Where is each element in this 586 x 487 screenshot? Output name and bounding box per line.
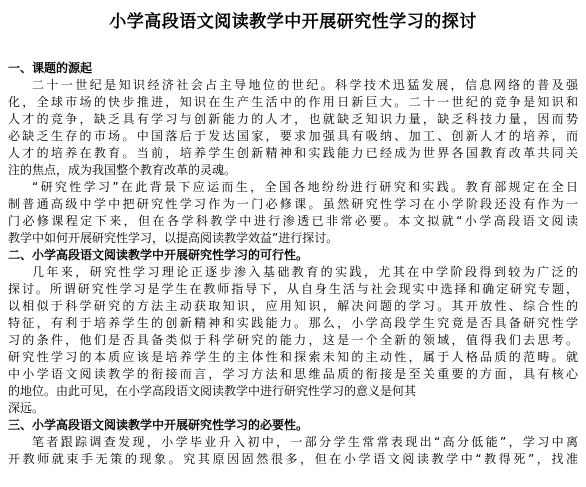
paragraph-line: 探讨。所谓研究性学习是学生在教师指导下，从自身生活与社会现实中选择和确定研究专题， [8, 282, 578, 296]
section-heading: 三、小学高段语文阅读教学中开展研究性学习的必要性。 [8, 418, 309, 432]
paragraph-line: 的地位。由此可见，在小学高段语文阅读教学中进行研究性学习的意义是何其 [8, 384, 417, 398]
section-heading: 一、课题的源起 [8, 61, 93, 75]
paragraph-line: “研究性学习”在此背景下应运而生，全国各地纷纷进行研究和实践。教育部规定在全日 [32, 180, 578, 194]
paragraph-line: 中小学语文阅读教学的衔接而言，学习方法和思维品质的衔接是至关重要的方面，具有核心 [8, 367, 578, 381]
paragraph-line: 几年来，研究性学习理论正逐步渗入基础教育的实践，尤其在中学阶段得到较为广泛的 [32, 265, 578, 279]
paragraph-line: 制普通高级中学中把研究性学习作为一门必修课。虽然研究性学习在小学阶段还没有作为一 [8, 197, 578, 211]
paragraph-line: 人才的培养在教育。当前，培养学生创新精神和实践能力已经成为世界各国教育改革共同关 [8, 146, 578, 160]
paragraph-line: 以相似于科学研究的方法主动获取知识，应用知识，解决问题的学习。其开放性、综合性的 [8, 299, 578, 313]
paragraph-line: 二十一世纪是知识经济社会占主导地位的世纪。科学技术迅猛发展，信息网络的普及强 [32, 78, 578, 92]
paragraph-line: 教学中如何开展研究性学习，以提高阅读教学效益”进行探讨。 [8, 231, 339, 245]
paragraph-line: 习的条件，他们是否具备类似于科学研究的能力，这是一个全新的领域，值得我们去思考。 [8, 333, 578, 347]
paragraph-line: 人才的竞争，缺乏具有学习与创新能力的人才，也就缺乏知识力量，缺乏科技力量，因而势 [8, 112, 578, 126]
paragraph-line: 笔者跟踪调查发现，小学毕业升入初中，一部分学生常常表现出“高分低能”，学习中离 [32, 435, 578, 449]
paragraph-line: 注的焦点，成为我国整个教育改革的灵魂。 [8, 163, 237, 177]
paragraph-line: 深远。 [8, 401, 45, 415]
paragraph-line: 特征，有利于培养学生的创新精神和实践能力。那么，小学高段学生究竟是否具备研究性学 [8, 316, 578, 330]
paragraph-line: 门必修课程定下来，但在各学科教学中进行渗透已非常必要。本文拟就“小学高段语文阅读 [8, 214, 578, 228]
document-title: 小学高段语文阅读教学中开展研究性学习的探讨 [109, 12, 477, 32]
paragraph-line: 开教师就束手无策的现象。究其原因固然很多，但在小学语文阅读教学中“教得死”，找准 [8, 452, 578, 466]
paragraph-line: 必缺乏生存的市场。中国落后于发达国家，要求加强具有吸纳、加工、创新人才的培养，而 [8, 129, 578, 143]
paragraph-line: 研究性学习的本质应该是培养学生的主体性和探索未知的主动性，属于人格品质的范畴。就 [8, 350, 578, 364]
paragraph-line: 化，全球市场的快步推进，知识在生产生活中的作用日新巨大。二十一世纪的竞争是知识和 [8, 95, 578, 109]
section-heading: 二、小学高段语文阅读教学中开展研究性学习的可行性。 [8, 248, 309, 262]
